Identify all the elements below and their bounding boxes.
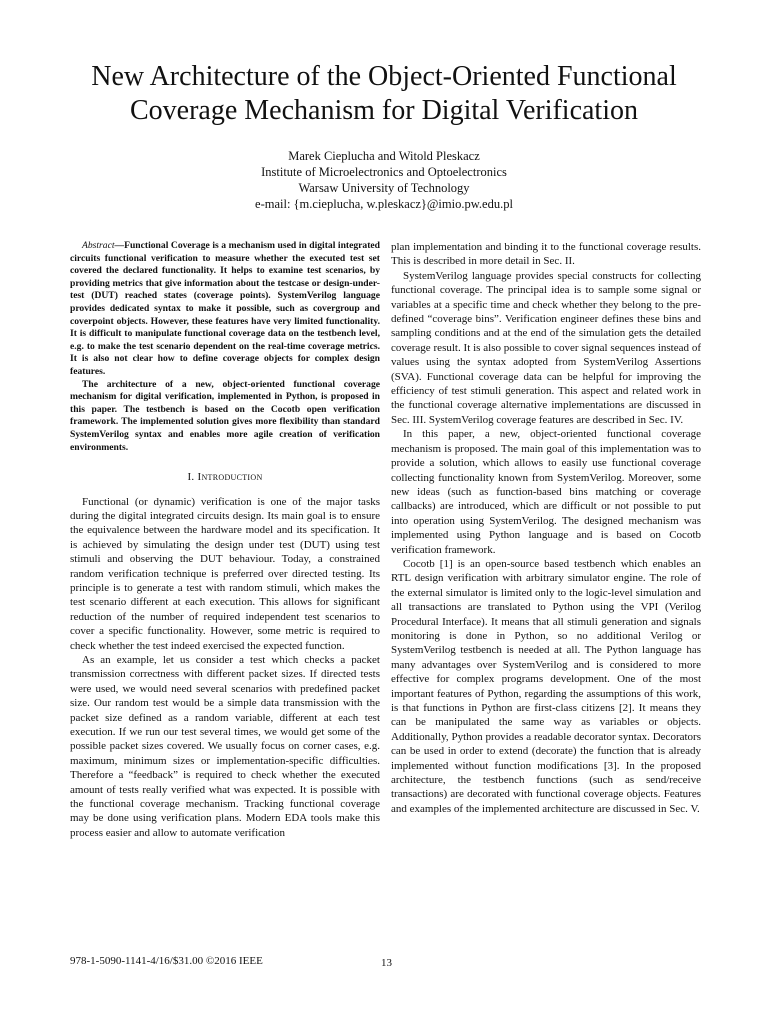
author-email: e-mail: {m.cieplucha, w.pleskacz}@imio.pw.edu.pl — [255, 197, 513, 211]
intro-paragraph-2: As an example, let us consider a test which checks a packet transmission correctness with different packet sizes. If directed tests were used, we would need several scenarios with predefined packet size. Our random test would be a simple data transmission with the packet size defined as a random variable, different at each test execution. If we run our test several times, we would get some of the possible packet sizes covered. We usually focus on corner cases, e.g. maximum, minimum sizes or implementation-specific difficulties. Therefore a “feedback” is required to check whether the executed amount of tests really verified what was expected. It is possible with the functional coverage mechanism. Tracking functional coverage may be done using verification plans. Modern EDA tools make this process easier and allow to automate verification — [70, 653, 380, 839]
affiliation-institute: Institute of Microelectronics and Optoelectronics — [261, 165, 507, 179]
intro-paragraph-3: SystemVerilog language provides special constructs for collecting functional coverage. The principal idea is to sample some signal or variables at a specific time and check whether they belong to the pre-defined “coverage bins”. Verification engineer defines these bins and sampling conditions and at the end of the simulation gets the detailed coverage result. It is also possible to cover signal sequences instead of values using the syntax adopted from SystemVerilog Assertions (SVA). Functional coverage data can be helpful for improving the efficiency of test stimuli generation. This aspect and related work in the functional coverage alternative implementations are discussed in Sec. III. SystemVerilog coverage features are described in Sec. IV. — [391, 269, 701, 426]
paper-title — [40, 60, 728, 128]
page-number: 13 — [381, 957, 392, 969]
author-names: Marek Cieplucha and Witold Pleskacz — [288, 149, 480, 163]
abstract — [70, 240, 380, 454]
abstract-paragraph-1 — [70, 240, 380, 379]
section-title: Introduction — [197, 471, 263, 484]
intro-paragraph-1: Functional (or dynamic) verification is one of the major tasks during the digital integrated circuits design. Its main goal is to ensure the equivalence between the hardware model and its specification. It is achieved by simulating the design under test (DUT) using test stimuli and observing the DUT behaviour. Today, a constrained random verification technique is preferred over directed testing. Its principle is to generate a test with random stimuli, which makes the test scenario different at each execution. This allows for significant reduction of the number of required independent test scenarios to cover a specific functionality. However, some metric is required to check whether the test indeed exercised the expected function. — [70, 495, 380, 652]
footer-isbn: 978-1-5090-1141-4/16/$31.00 ©2016 IEEE — [70, 955, 263, 967]
abstract-text-1: Functional Coverage is a mechanism used in digital integrated circuits functional verification to measure whether the executed test set covered the declared functionality. It helps to examine test scenarios, by providing metrics that give information about the testcase or design-under-test (DUT) reached states (coverage points). SystemVerilog language provides dedicated syntax to make it possible, such as covergroup and coverpoint objects. However, these features have very limited functionality. It is difficult to manipulate functional coverage data on the testbench level, e.g. to make the test scenario dependent on the real-time coverage metrics. It is also not clear how to define coverage objects for complex design features. — [70, 240, 380, 377]
abstract-dash: — — [114, 240, 125, 251]
intro-paragraph-5: Cocotb [1] is an open-source based testbench which enables an RTL design verification with arbitrary simulator engine. The role of the external simulator is limited only to the logic-level simulation and all transactions are translated to Python using the VPI (Verilog Procedural Interface). It means that all stimuli generation and signals monitoring is done in Python, so no additional Verilog or SystemVerilog testbench is needed at all. The Python language has many advantages over SystemVerilog and is considered to more effective for complex programs development. One of the most important features of Python, regarding the assumptions of this work, is that functions in Python are first-class citizens [2]. It means they can be manipulated the same way as variables or objects. Additionally, Python provides a readable decorator syntax. Decorators can be used in order to extend (decorate) the function that is already implemented without function modifications [3]. In the proposed architecture, the testbench functions (such as send/receive transactions) are decorated with functional coverage objects. Features and examples of the implemented architecture are discussed in Sec. V. — [391, 557, 701, 815]
intro-paragraph-continued: plan implementation and binding it to the functional coverage results. This is described in more detail in Sec. II. — [391, 241, 701, 268]
section-number: I. — [187, 471, 195, 484]
title-line-2: Coverage Mechanism for Digital Verification — [130, 95, 638, 126]
abstract-label: Abstract — [82, 240, 115, 251]
title-line-1: New Architecture of the Object-Oriented Functional — [91, 61, 677, 92]
abstract-paragraph-2: The architecture of a new, object-oriented functional coverage mechanism for digital verification, implemented in Python, is proposed in this paper. The testbench is based on the Cocotb open verification framework. The implemented solution gives more flexibility than standard SystemVerilog syntax and enables more agile creation of verification environments. — [70, 378, 380, 453]
author-block — [0, 148, 768, 212]
affiliation-university: Warsaw University of Technology — [298, 181, 470, 195]
right-column — [391, 240, 701, 816]
intro-paragraph-4: In this paper, a new, object-oriented functional coverage mechanism is proposed. The main goal of this implementation was to provide a solution, which allows to easily use functional coverage collecting functionality known from SystemVerilog. Moreover, some new ideas (such as function-based bins matching or coverage callbacks) are introduced, which are difficult or not possible to put into operation using SystemVerilog. The designed mechanism was implemented using Python language and is based on Cocotb verification framework. — [391, 428, 701, 556]
section-heading-introduction — [70, 470, 380, 484]
left-column — [70, 240, 380, 840]
